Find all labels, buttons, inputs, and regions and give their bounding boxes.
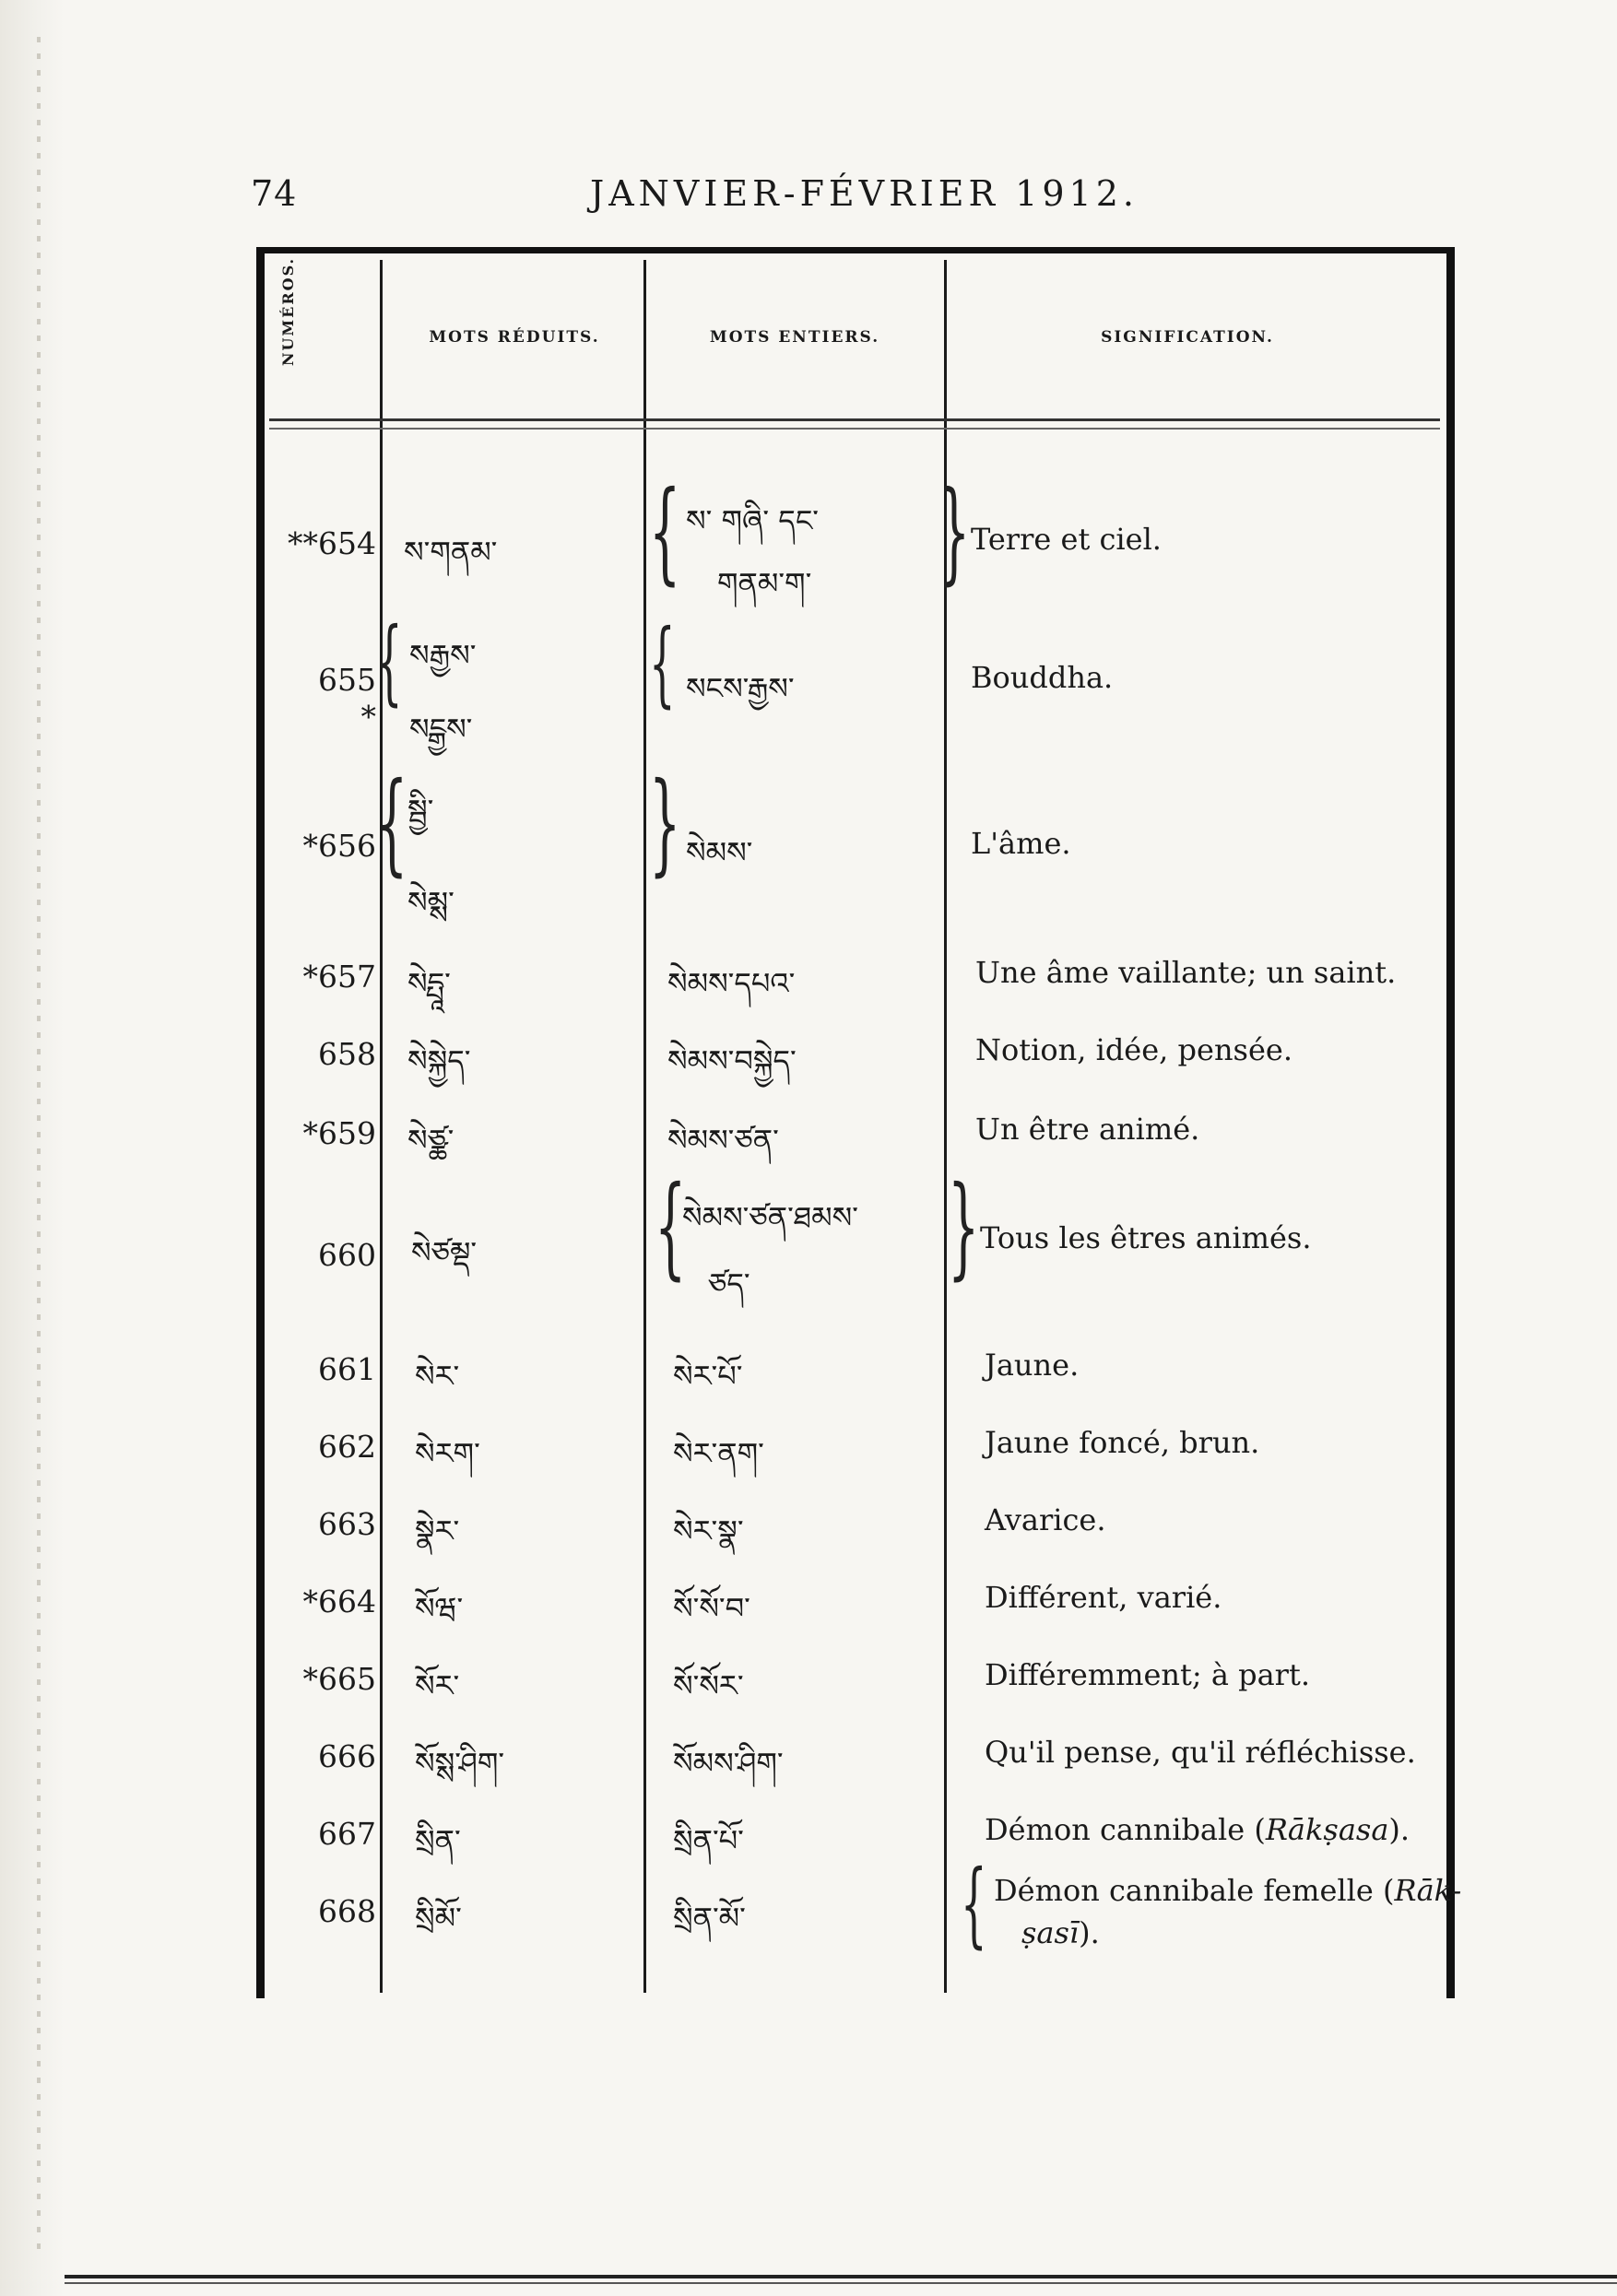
glossary-table [256, 247, 1462, 1998]
full-word: སེམས་ཙན་ [667, 1123, 779, 1158]
reduced-word: སྦྱི་ [407, 793, 434, 828]
full-word: སངས་རྒྱས་ [686, 671, 795, 706]
entry-mark: * [360, 699, 376, 735]
signification: Notion, idée, pensée. [975, 1032, 1293, 1067]
header-rule [269, 428, 1440, 430]
signification: Démon cannibale (Rākṣasa). [985, 1812, 1410, 1847]
full-word: སེར་སྣ་ [673, 1513, 744, 1548]
entry-number: 661 [318, 1351, 376, 1387]
signification: Qu'il pense, qu'il réfléchisse. [985, 1735, 1416, 1770]
full-word: སེམས་དཔའ་ [667, 966, 796, 1001]
signification-continued: ṣasī). [1021, 1915, 1100, 1950]
entry-number: 668 [318, 1893, 376, 1929]
table-top-border [256, 247, 1455, 253]
reduced-word: སེསྐྱེད་ [407, 1043, 471, 1078]
binding-gutter [0, 0, 65, 2296]
entry-number: 662 [318, 1429, 376, 1465]
signification: Avarice. [985, 1502, 1106, 1537]
signification: L'âme. [971, 826, 1071, 861]
signification: Tous les êtres animés. [980, 1220, 1312, 1255]
page-number: 74 [251, 173, 298, 214]
page-bottom-rule [65, 2282, 1617, 2284]
full-word: སོ་སོར་ [673, 1668, 744, 1703]
signification: Jaune foncé, brun. [985, 1425, 1260, 1460]
column-header-numeros: NUMÉROS. [279, 256, 297, 367]
entry-number: **654 [288, 525, 376, 561]
full-word: སོ་སོ་བ་ [673, 1591, 750, 1626]
left-brace: { [961, 1850, 987, 1958]
entry-number: 663 [318, 1506, 376, 1542]
left-brace: { [649, 609, 676, 717]
right-brace: } [938, 468, 971, 596]
signification: Jaune. [985, 1348, 1080, 1383]
header-rule [269, 418, 1440, 421]
column-header-signification: SIGNIFICATION. [1101, 328, 1274, 347]
entry-number: 655 [318, 662, 376, 698]
left-brace: { [376, 759, 408, 888]
reduced-word: སེཙྪ་ [407, 1123, 454, 1158]
full-word: ཙད་ [708, 1266, 750, 1301]
entry-number: *657 [302, 959, 376, 995]
full-word: སེམས་ཙན་ཐམས་ [682, 1200, 858, 1235]
running-head: JANVIER-FÉVRIER 1912. [590, 173, 1139, 214]
right-brace: } [948, 1163, 980, 1291]
entry-number: *665 [302, 1661, 376, 1697]
signification: Différemment; à part. [985, 1657, 1310, 1692]
entry-number: 667 [318, 1816, 376, 1852]
left-brace: { [649, 468, 681, 596]
signification: Démon cannibale femelle (Rāk- [994, 1873, 1462, 1908]
reduced-word: སེདྤཱ་ [407, 966, 451, 1001]
full-word: སེར་པོ་ [673, 1359, 743, 1394]
reduced-word: སངྒྱས་ [409, 712, 473, 747]
column-divider [380, 260, 383, 1993]
full-word: སེམས་བསྐྱེད་ [667, 1043, 797, 1078]
left-brace: { [655, 1163, 687, 1291]
signification: Terre et ciel. [971, 522, 1162, 557]
column-header-mots-reduits: MOTS RÉDUITS. [429, 328, 600, 347]
entry-number: 658 [318, 1036, 376, 1072]
reduced-word: སེར་ [415, 1359, 460, 1394]
reduced-word: སེཙམྡ་ [411, 1235, 478, 1270]
reduced-word: སོསྶ་ཤིག་ [415, 1746, 505, 1781]
column-divider [643, 260, 646, 1993]
signification: Bouddha. [971, 660, 1114, 695]
reduced-word: སྲིན་ [415, 1823, 461, 1858]
reduced-word: སྣེར་ [415, 1513, 460, 1548]
full-word: སྲིན་པོ་ [673, 1823, 744, 1858]
reduced-word: སརྒྱས་ [409, 638, 477, 673]
reduced-word: སྲིམོ་ [415, 1901, 462, 1936]
reduced-word: སེརག་ [415, 1436, 480, 1471]
reduced-word: ས་གནམ་ [404, 535, 498, 570]
reduced-word: སེམྶ་ [407, 885, 454, 920]
reduced-word: སོཝ་ [415, 1591, 464, 1626]
left-brace: { [376, 607, 403, 715]
full-word: སྲིན་མོ་ [673, 1901, 746, 1936]
page-bottom-rule [65, 2275, 1617, 2278]
right-brace: } [649, 759, 681, 888]
full-word: སེམས་ [686, 835, 753, 870]
table-right-border [1446, 247, 1455, 1998]
entry-number: *664 [302, 1584, 376, 1619]
full-word: སོམས་ཤིག་ [673, 1746, 784, 1781]
signification: Une âme vaillante; un saint. [975, 955, 1397, 990]
signification: Un être animé. [975, 1112, 1200, 1147]
entry-number: 666 [318, 1738, 376, 1774]
full-word: གནམ་ག་ [717, 566, 812, 601]
full-word: སེར་ནག་ [673, 1436, 764, 1471]
column-header-mots-entiers: MOTS ENTIERS. [709, 328, 880, 347]
entry-number: *659 [302, 1115, 376, 1151]
entry-number: *656 [302, 828, 376, 864]
full-word: ས་ གཞི་ དང་ [686, 503, 820, 538]
signification: Différent, varié. [985, 1580, 1222, 1615]
reduced-word: སོར་ [415, 1668, 460, 1703]
entry-number: 660 [318, 1237, 376, 1273]
